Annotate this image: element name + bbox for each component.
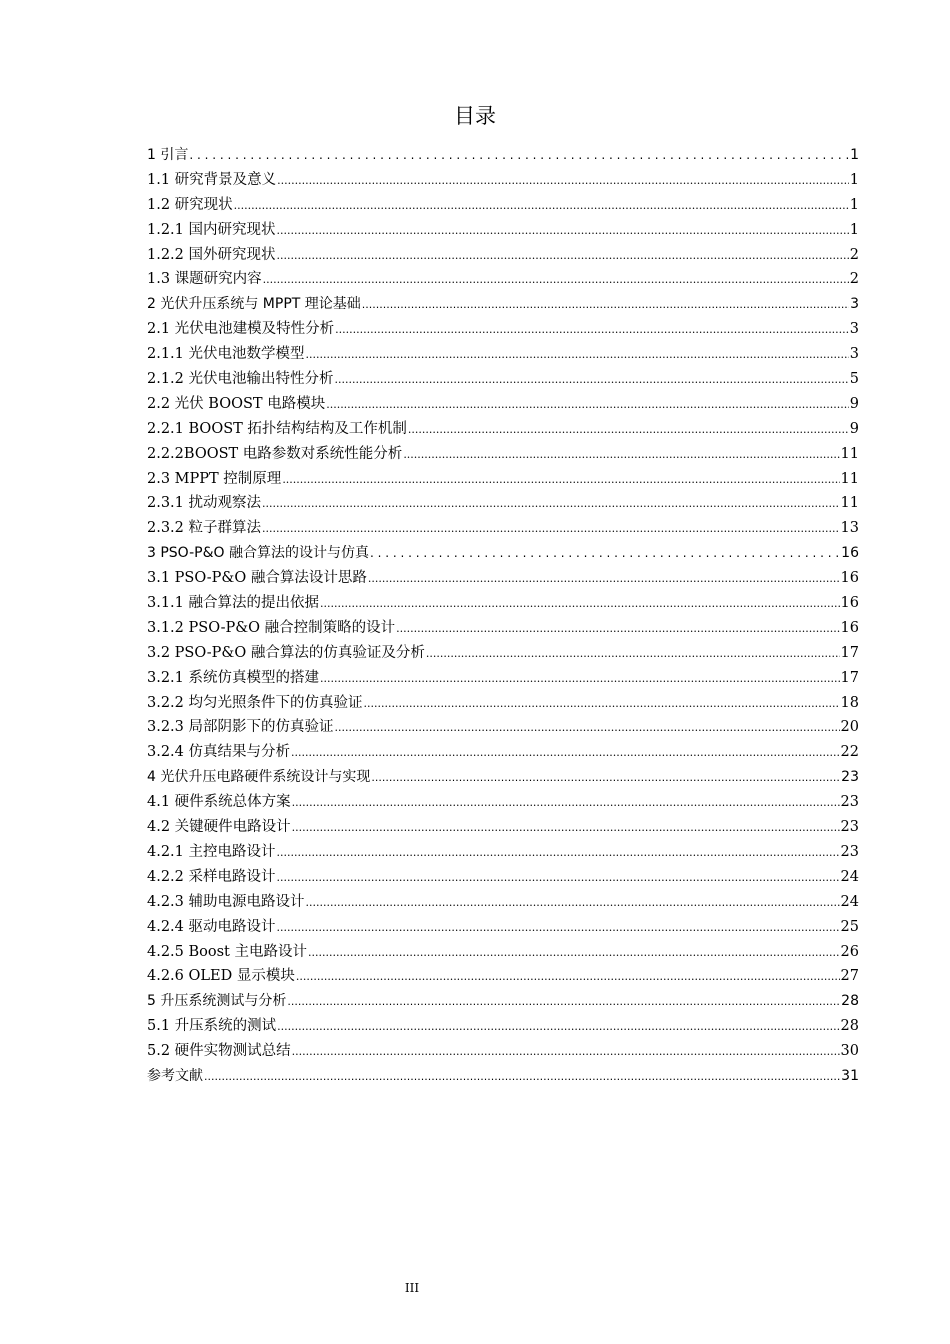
toc-entry[interactable] (147, 641, 859, 666)
toc-entry-label: 2.2.2BOOST 电路参数对系统性能分析 (147, 445, 403, 462)
toc-entry[interactable] (147, 790, 859, 815)
toc-entry-label: 2.1 光伏电池建模及特性分析 (147, 321, 335, 338)
toc-entry-label: 2 光伏升压系统与 MPPT 理论基础 (147, 296, 361, 313)
table-of-contents (147, 143, 859, 1089)
toc-entry[interactable] (147, 392, 859, 417)
toc-entry-label: 4.2.1 主控电路设计 (147, 843, 276, 860)
toc-entry-page: 2 (849, 271, 859, 288)
toc-entry-label: 2.2.1 BOOST 拓扑结构结构及工作机制 (147, 420, 407, 437)
toc-dot-leader (335, 367, 849, 393)
toc-entry-page: 16 (840, 619, 859, 636)
toc-dot-leader (292, 815, 840, 841)
toc-entry-label: 2.1.1 光伏电池数学模型 (147, 346, 305, 363)
toc-entry-page: 18 (840, 694, 859, 711)
toc-dot-leader (277, 1014, 839, 1040)
toc-entry-page: 26 (840, 943, 859, 960)
toc-entry[interactable] (147, 417, 859, 442)
toc-entry-label: 3.2.2 均匀光照条件下的仿真验证 (147, 694, 363, 711)
toc-entry-page: 23 (840, 819, 859, 836)
toc-entry-label: 4.2.2 采样电路设计 (147, 868, 276, 885)
toc-entry[interactable] (147, 940, 859, 965)
toc-entry[interactable] (147, 989, 859, 1014)
toc-entry[interactable] (147, 815, 859, 840)
toc-entry-page: 23 (841, 769, 859, 786)
toc-entry-page: 2 (849, 246, 859, 263)
toc-dot-leader (426, 641, 840, 667)
toc-entry-label: 1.2.2 国外研究现状 (147, 246, 276, 263)
toc-entry-page: 17 (840, 669, 859, 686)
toc-entry-page: 22 (840, 744, 859, 761)
toc-entry-page: 28 (840, 1018, 859, 1035)
toc-dot-leader (326, 392, 849, 418)
toc-entry[interactable] (147, 342, 859, 367)
page-title: 目录 (454, 104, 496, 128)
toc-entry[interactable] (147, 715, 859, 740)
toc-entry[interactable] (147, 516, 859, 541)
toc-entry[interactable] (147, 367, 859, 392)
toc-entry-page: 9 (849, 395, 859, 412)
toc-entry[interactable] (147, 541, 859, 566)
toc-entry[interactable] (147, 243, 859, 268)
toc-dot-leader (292, 1039, 840, 1065)
toc-dot-leader (306, 342, 849, 368)
toc-entry[interactable] (147, 193, 859, 218)
toc-dot-leader (308, 940, 840, 966)
toc-entry[interactable] (147, 890, 859, 915)
toc-entry[interactable] (147, 691, 859, 716)
toc-entry-label: 4.2.4 驱动电路设计 (147, 918, 276, 935)
toc-entry-page: 11 (840, 470, 859, 487)
toc-dot-leader (204, 1064, 840, 1090)
toc-entry-page: 17 (840, 644, 859, 661)
toc-entry-page: 23 (840, 843, 859, 860)
toc-dot-leader (277, 915, 840, 941)
toc-entry-page: 23 (840, 794, 859, 811)
toc-dot-leader (277, 168, 849, 194)
toc-dot-leader (320, 591, 840, 617)
toc-entry-label: 2.3.1 扰动观察法 (147, 495, 262, 512)
toc-entry-page: 3 (850, 296, 859, 313)
toc-entry[interactable] (147, 964, 859, 989)
toc-entry[interactable] (147, 865, 859, 890)
toc-entry-label: 5.1 升压系统的测试 (147, 1018, 277, 1035)
toc-entry-label: 3.2.3 局部阴影下的仿真验证 (147, 719, 334, 736)
toc-entry[interactable] (147, 168, 859, 193)
toc-dot-leader (277, 243, 849, 269)
toc-entry[interactable] (147, 467, 859, 492)
toc-dot-leader (371, 765, 840, 791)
toc-entry-label: 4.2.5 Boost 主电路设计 (147, 943, 307, 960)
toc-entry-page: 3 (849, 321, 859, 338)
toc-entry-page: 27 (840, 968, 859, 985)
toc-dot-leader (335, 317, 849, 343)
toc-entry[interactable] (147, 267, 859, 292)
toc-dot-leader (292, 790, 840, 816)
toc-dot-leader (287, 989, 840, 1015)
toc-dot-leader (320, 666, 840, 692)
toc-entry[interactable] (147, 292, 859, 317)
toc-entry-page: 1 (850, 147, 859, 163)
toc-dot-leader (263, 267, 849, 293)
toc-entry[interactable] (147, 915, 859, 940)
toc-entry[interactable] (147, 491, 859, 516)
toc-dot-leader (282, 467, 839, 493)
toc-entry-page: 13 (840, 520, 859, 537)
toc-entry[interactable] (147, 840, 859, 865)
toc-entry-label: 1.3 课题研究内容 (147, 271, 262, 288)
toc-entry-page: 31 (841, 1067, 859, 1084)
toc-entry-page: 28 (841, 993, 859, 1010)
toc-dot-leader (277, 865, 840, 891)
toc-entry-page: 9 (849, 420, 859, 437)
toc-entry-label: 3.1 PSO-P&O 融合算法设计思路 (147, 570, 367, 587)
toc-dot-leader (277, 218, 849, 244)
toc-entry[interactable] (147, 442, 859, 467)
toc-dot-leader (234, 193, 849, 219)
toc-entry-label: 4.2.6 OLED 显示模块 (147, 968, 295, 985)
toc-entry-label: 4.1 硬件系统总体方案 (147, 794, 291, 811)
toc-entry-label: 2.2 光伏 BOOST 电路模块 (147, 395, 326, 412)
toc-entry-page: 16 (841, 545, 859, 562)
toc-entry-label: 3 PSO-P&O 融合算法的设计与仿真 (147, 545, 369, 562)
toc-dot-leader (370, 541, 840, 566)
toc-dot-leader (364, 691, 840, 717)
toc-entry[interactable] (147, 591, 859, 616)
toc-dot-leader (277, 840, 840, 866)
toc-entry-label: 4.2 关键硬件电路设计 (147, 819, 291, 836)
toc-dot-leader (262, 491, 840, 517)
toc-entry-label: 2.3.2 粒子群算法 (147, 520, 262, 537)
toc-entry-label: 1 引言 (147, 147, 189, 163)
toc-entry[interactable] (147, 566, 859, 591)
toc-entry-label: 3.1.1 融合算法的提出依据 (147, 595, 320, 612)
toc-dot-leader (362, 292, 849, 318)
toc-entry-label: 参考文献 (147, 1067, 203, 1084)
toc-entry-page: 11 (840, 445, 859, 462)
toc-entry[interactable] (147, 1014, 859, 1039)
toc-entry-label: 4.2.3 辅助电源电路设计 (147, 893, 305, 910)
page-number: III (404, 1281, 420, 1295)
toc-entry[interactable] (147, 218, 859, 243)
toc-entry-label: 3.2.4 仿真结果与分析 (147, 744, 291, 761)
toc-entry[interactable] (147, 616, 859, 641)
toc-entry-label: 3.1.2 PSO-P&O 融合控制策略的设计 (147, 619, 396, 636)
toc-entry[interactable] (147, 143, 859, 168)
toc-entry[interactable] (147, 317, 859, 342)
toc-dot-leader (368, 566, 840, 592)
toc-entry-label: 4 光伏升压电路硬件系统设计与实现 (147, 769, 371, 786)
toc-entry-label: 1.2 研究现状 (147, 196, 233, 213)
toc-entry-label: 2.1.2 光伏电池输出特性分析 (147, 371, 334, 388)
toc-dot-leader (262, 516, 840, 542)
toc-dot-leader (291, 740, 840, 766)
toc-dot-leader (189, 143, 849, 168)
toc-dot-leader (408, 417, 849, 443)
toc-entry-page: 24 (840, 893, 859, 910)
toc-dot-leader (396, 616, 839, 642)
toc-entry-page: 11 (840, 495, 859, 512)
toc-entry[interactable] (147, 740, 859, 765)
toc-entry[interactable] (147, 1064, 859, 1089)
toc-entry-label: 5 升压系统测试与分析 (147, 993, 287, 1010)
toc-entry-page: 20 (840, 719, 859, 736)
toc-entry-page: 16 (840, 570, 859, 587)
toc-entry-page: 1 (849, 196, 859, 213)
toc-dot-leader (335, 715, 840, 741)
toc-entry-label: 1.2.1 国内研究现状 (147, 221, 276, 238)
toc-entry[interactable] (147, 1039, 859, 1064)
toc-entry-page: 24 (840, 868, 859, 885)
toc-entry-page: 16 (840, 595, 859, 612)
toc-entry-page: 5 (849, 371, 859, 388)
toc-entry-label: 3.2.1 系统仿真模型的搭建 (147, 669, 320, 686)
toc-dot-leader (296, 964, 840, 990)
toc-dot-leader (403, 442, 839, 468)
toc-entry-page: 1 (849, 171, 859, 188)
toc-entry-label: 3.2 PSO-P&O 融合算法的仿真验证及分析 (147, 644, 425, 661)
toc-entry-label: 2.3 MPPT 控制原理 (147, 470, 282, 487)
toc-entry-label: 5.2 硬件实物测试总结 (147, 1043, 291, 1060)
toc-entry-page: 1 (849, 221, 859, 238)
toc-entry-page: 3 (849, 346, 859, 363)
toc-entry-label: 1.1 研究背景及意义 (147, 171, 277, 188)
toc-entry-page: 25 (840, 918, 859, 935)
toc-entry-page: 30 (840, 1043, 859, 1060)
toc-dot-leader (306, 890, 840, 916)
toc-entry[interactable] (147, 765, 859, 790)
toc-entry[interactable] (147, 666, 859, 691)
